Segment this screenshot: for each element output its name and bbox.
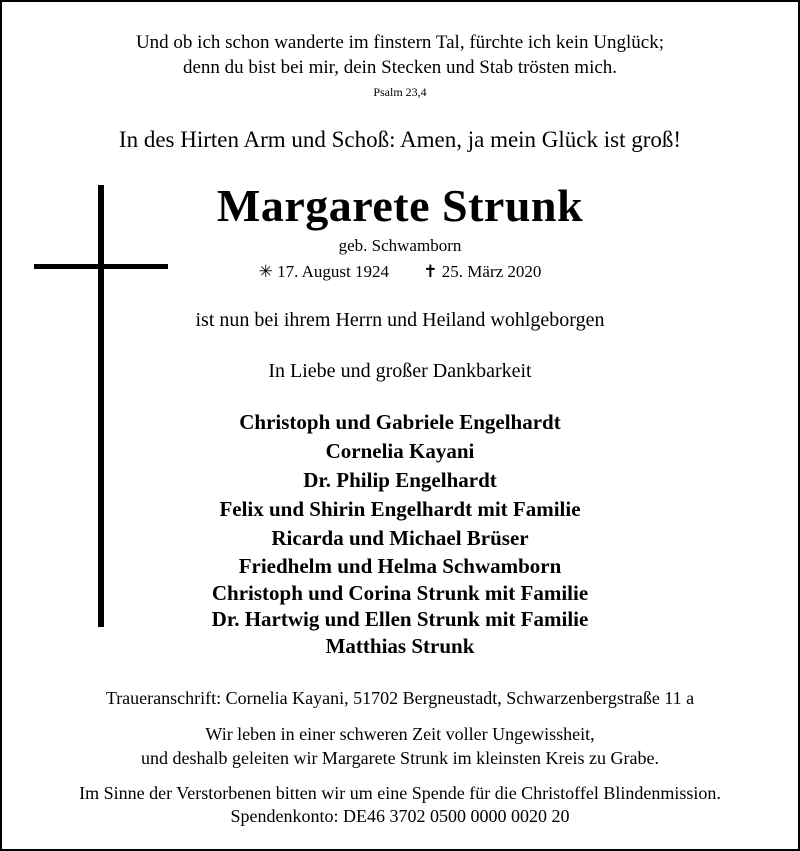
deceased-name: Margarete Strunk <box>216 180 584 231</box>
donation-line-1: Im Sinne der Verstorbenen bitten wir um eine Spende für die Christoffel Blindenmission. <box>79 783 721 803</box>
notice-line-1: Wir leben in einer schweren Zeit voller Ungewissheit, <box>205 724 595 744</box>
death-date-group <box>423 262 541 282</box>
mourner-name: Friedhelm und Helma Schwamborn <box>238 554 562 578</box>
statement: ist nun bei ihrem Herrn und Heiland wohlgeborgen <box>195 309 605 331</box>
mourning-address: Traueranschrift: Cornelia Kayani, 51702 Bergneustadt, Schwarzenbergstraße 11 a <box>105 688 695 708</box>
verse-line-2: denn du bist bei mir, dein Stecken und Stab trösten mich. <box>182 57 618 78</box>
mourner-name: Dr. Philip Engelhardt <box>303 468 497 492</box>
notice-line-2: und deshalb geleiten wir Margarete Strunk im kleinsten Kreis zu Grabe. <box>140 748 660 768</box>
donation-account: Spendenkonto: DE46 3702 0500 0000 0020 20 <box>230 806 570 826</box>
death-cross-icon: ✝ <box>423 262 438 281</box>
mourner-name: Cornelia Kayani <box>325 439 475 463</box>
mourner-name: Ricarda und Michael Brüser <box>271 526 529 550</box>
hymn-line: In des Hirten Arm und Schoß: Amen, ja mein Glück ist groß! <box>118 127 682 152</box>
mourner-name: Dr. Hartwig und Ellen Strunk mit Familie <box>211 607 589 631</box>
birth-name: geb. Schwamborn <box>338 236 462 255</box>
dedication: In Liebe und großer Dankbarkeit <box>268 360 532 382</box>
death-date: 25. März 2020 <box>441 262 542 281</box>
verse-reference: Psalm 23,4 <box>373 85 427 99</box>
birth-star-icon: ✳ <box>258 262 273 281</box>
birth-date-group <box>259 262 389 282</box>
birth-date: 17. August 1924 <box>277 262 390 281</box>
verse-line-1: Und ob ich schon wanderte im finstern Tal, fürchte ich kein Unglück; <box>135 32 665 53</box>
life-dates <box>0 262 800 282</box>
mourner-name: Christoph und Gabriele Engelhardt <box>239 410 561 434</box>
mourner-name: Matthias Strunk <box>325 634 475 658</box>
mourner-name: Felix und Shirin Engelhardt mit Familie <box>219 497 581 521</box>
mourner-name: Christoph und Corina Strunk mit Familie <box>211 581 589 605</box>
